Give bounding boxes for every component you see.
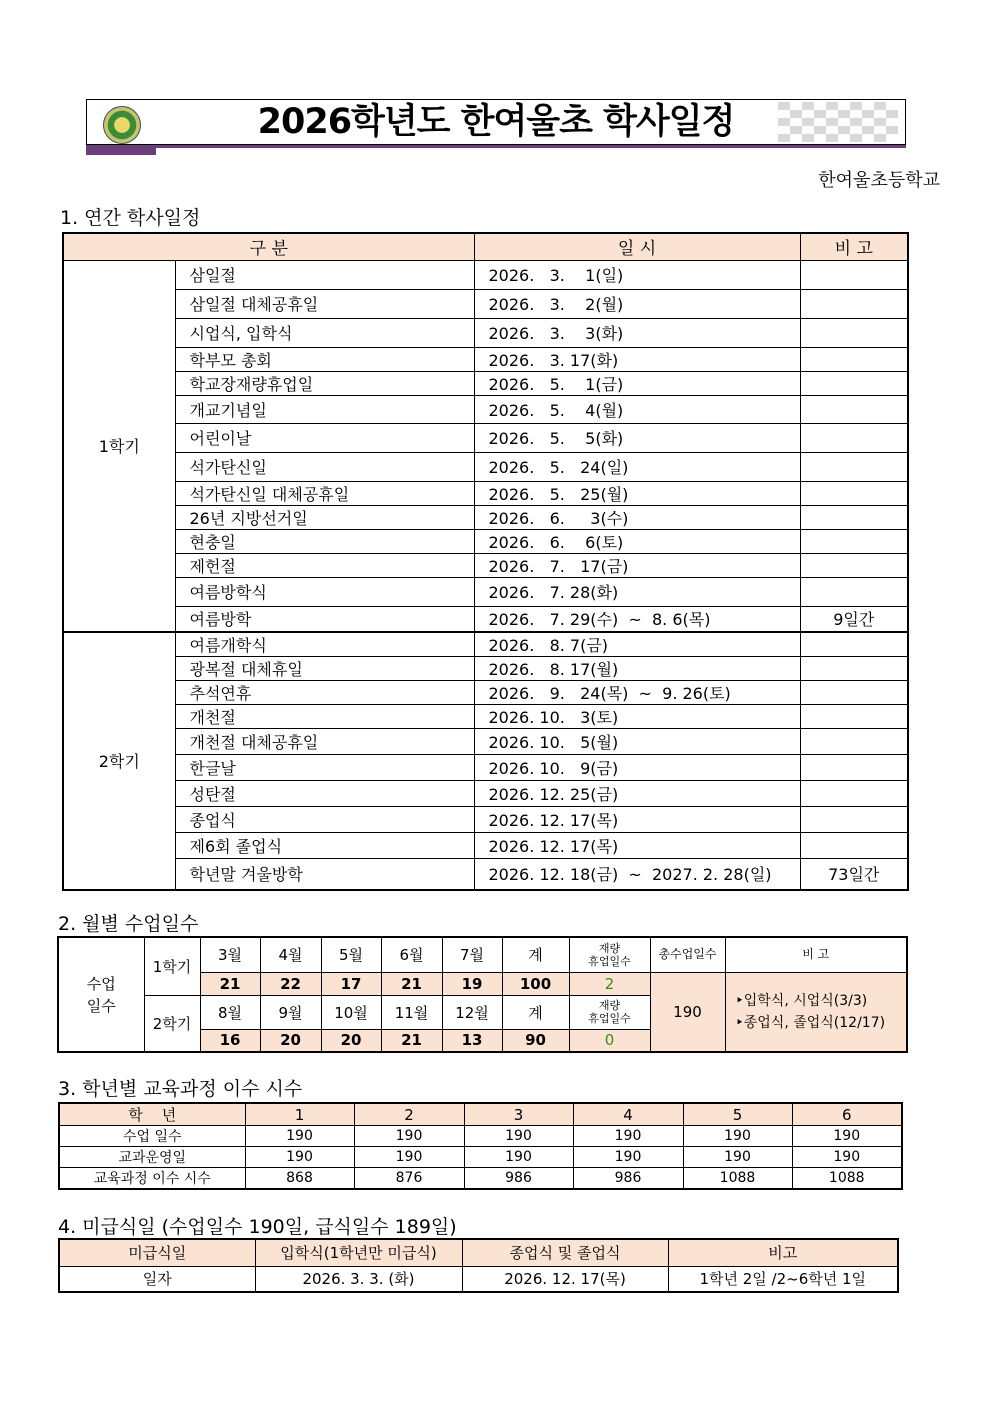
section4-title: 4. 미급식일 (수업일수 190일, 급식일수 189일)	[58, 1216, 457, 1238]
event-date: 2026. 12. 18(금) ~ 2027. 2. 28(일)	[474, 859, 800, 890]
event-name: 성탄절	[175, 781, 474, 807]
grade-value: 876	[354, 1168, 464, 1190]
event-date: 2026. 3. 1(일)	[474, 260, 800, 289]
event-name: 현충일	[175, 529, 474, 553]
header-note: 비고	[668, 1239, 898, 1266]
schedule-row	[63, 729, 908, 755]
schedule-row	[63, 347, 908, 371]
closing-date: 2026. 12. 17(목)	[462, 1266, 668, 1292]
event-date: 2026. 12. 17(목)	[474, 833, 800, 859]
header-closing: 종업식 및 졸업식	[462, 1239, 668, 1266]
event-date: 2026. 3. 2(월)	[474, 289, 800, 318]
event-note	[800, 755, 908, 781]
schedule-row	[63, 395, 908, 423]
event-date: 2026. 3. 3(화)	[474, 318, 800, 347]
grade-value: 190	[792, 1147, 902, 1168]
schedule-row	[63, 681, 908, 705]
curriculum-row	[59, 1168, 902, 1190]
event-date: 2026. 6. 3(수)	[474, 505, 800, 529]
header-grade-col: 6	[792, 1103, 902, 1126]
sem2-month: 9월	[260, 995, 321, 1029]
sem1-month: 7월	[442, 937, 502, 972]
page-title: 2026학년도 한여울초 학사일정	[257, 102, 735, 142]
schedule-row	[63, 781, 908, 807]
sem2-value: 13	[442, 1029, 502, 1052]
event-name: 학교장재량휴업일	[175, 371, 474, 395]
schedule-row	[63, 577, 908, 606]
header-note: 비 고	[800, 233, 908, 260]
event-note	[800, 481, 908, 505]
event-name: 개천절 대체공휴일	[175, 729, 474, 755]
event-note	[800, 632, 908, 657]
event-date: 2026. 5. 5(화)	[474, 423, 800, 452]
semester-label: 2학기	[63, 632, 175, 890]
schedule-row	[63, 371, 908, 395]
sem2-total-value: 90	[502, 1029, 569, 1052]
header-grade-col: 4	[573, 1103, 683, 1126]
sem2-month: 8월	[200, 995, 260, 1029]
sem1-month: 5월	[321, 937, 381, 972]
event-date: 2026. 7. 29(수) ~ 8. 6(목)	[474, 606, 800, 632]
notes-cell	[725, 972, 907, 1052]
grade-value: 190	[573, 1147, 683, 1168]
event-name: 한글날	[175, 755, 474, 781]
schedule-row	[63, 481, 908, 505]
grade-value: 190	[245, 1147, 354, 1168]
monthly-days-table	[57, 936, 908, 1053]
event-name: 제헌절	[175, 553, 474, 577]
header-datetime: 일 시	[474, 233, 800, 260]
event-note	[800, 577, 908, 606]
event-date: 2026. 7. 17(금)	[474, 553, 800, 577]
header-entrance: 입학식(1학년만 미급식)	[255, 1239, 462, 1266]
event-date: 2026. 5. 24(일)	[474, 452, 800, 481]
sem1-discretionary-label: 재량 휴업일수	[569, 937, 650, 972]
event-note	[800, 371, 908, 395]
sem1-label: 1학기	[144, 937, 200, 995]
grade-value: 190	[573, 1126, 683, 1147]
sem2-month: 10월	[321, 995, 381, 1029]
event-name: 어린이날	[175, 423, 474, 452]
header-category: 구 분	[63, 233, 474, 260]
event-note	[800, 833, 908, 859]
event-name: 개천절	[175, 705, 474, 729]
grade-value: 1088	[792, 1168, 902, 1190]
event-date: 2026. 12. 17(목)	[474, 807, 800, 833]
annual-schedule-table	[62, 232, 909, 891]
schedule-row	[63, 318, 908, 347]
schedule-row	[63, 755, 908, 781]
event-date: 2026. 12. 25(금)	[474, 781, 800, 807]
schedule-row	[63, 553, 908, 577]
event-name: 학년말 겨울방학	[175, 859, 474, 890]
total-days-value: 190	[650, 972, 725, 1052]
title-underline	[156, 145, 906, 148]
event-name: 광복절 대체휴일	[175, 657, 474, 681]
sem2-label: 2학기	[144, 995, 200, 1052]
event-note	[800, 318, 908, 347]
event-date: 2026. 10. 5(월)	[474, 729, 800, 755]
header-grade-col: 3	[464, 1103, 573, 1126]
event-name: 여름개학식	[175, 632, 474, 657]
event-name: 제6회 졸업식	[175, 833, 474, 859]
event-name: 시업식, 입학식	[175, 318, 474, 347]
event-note	[800, 529, 908, 553]
sem1-value: 19	[442, 972, 502, 995]
curriculum-row	[59, 1126, 902, 1147]
sem1-value: 22	[260, 972, 321, 995]
note-label: 비 고	[725, 937, 907, 972]
event-note	[800, 705, 908, 729]
grade-value: 190	[464, 1126, 573, 1147]
event-date: 2026. 10. 3(토)	[474, 705, 800, 729]
event-note: 9일간	[800, 606, 908, 632]
grade-value: 986	[464, 1168, 573, 1190]
header-grade: 학 년	[59, 1103, 245, 1126]
event-date: 2026. 6. 6(토)	[474, 529, 800, 553]
section1-title: 1. 연간 학사일정	[60, 207, 201, 229]
school-name: 한여울초등학교	[818, 170, 940, 191]
event-name: 여름방학	[175, 606, 474, 632]
curriculum-hours-table	[58, 1102, 903, 1190]
event-date: 2026. 9. 24(목) ~ 9. 26(토)	[474, 681, 800, 705]
curriculum-row	[59, 1147, 902, 1168]
schedule-row	[63, 705, 908, 729]
row-label-date: 일자	[59, 1266, 255, 1292]
schedule-row	[63, 807, 908, 833]
event-date: 2026. 7. 28(화)	[474, 577, 800, 606]
event-date: 2026. 10. 9(금)	[474, 755, 800, 781]
sem1-month: 3월	[200, 937, 260, 972]
event-note	[800, 423, 908, 452]
schedule-row	[63, 260, 908, 289]
event-note	[800, 729, 908, 755]
semester-label: 1학기	[63, 260, 175, 632]
event-name: 석가탄신일	[175, 452, 474, 481]
grade-value: 190	[683, 1126, 792, 1147]
schedule-row	[63, 423, 908, 452]
event-name: 여름방학식	[175, 577, 474, 606]
grade-value: 190	[792, 1126, 902, 1147]
event-name: 종업식	[175, 807, 474, 833]
header-grade-col: 5	[683, 1103, 792, 1126]
header-no-lunch: 미급식일	[59, 1239, 255, 1266]
grade-value: 986	[573, 1168, 683, 1190]
sem2-discretionary-value: 0	[569, 1029, 650, 1052]
grade-value: 190	[354, 1126, 464, 1147]
event-note	[800, 781, 908, 807]
sem2-value: 20	[321, 1029, 381, 1052]
row-label: 수업 일수	[59, 1126, 245, 1147]
event-date: 2026. 5. 1(금)	[474, 371, 800, 395]
sem2-total-label: 계	[502, 995, 569, 1029]
event-date: 2026. 3. 17(화)	[474, 347, 800, 371]
total-days-label: 총수업일수	[650, 937, 725, 972]
event-name: 학부모 총회	[175, 347, 474, 371]
event-note	[800, 289, 908, 318]
grade-value: 190	[464, 1147, 573, 1168]
grade-value: 190	[245, 1126, 354, 1147]
row-label: 교과운영일	[59, 1147, 245, 1168]
sem2-value: 21	[381, 1029, 442, 1052]
schedule-row	[63, 606, 908, 632]
schedule-row	[63, 859, 908, 890]
grade-value: 190	[354, 1147, 464, 1168]
note-item: ‣종업식, 졸업식(12/17)	[735, 1014, 886, 1031]
sem2-value: 16	[200, 1029, 260, 1052]
event-name: 개교기념일	[175, 395, 474, 423]
event-note	[800, 681, 908, 705]
sem1-total-value: 100	[502, 972, 569, 995]
schedule-row	[63, 529, 908, 553]
schedule-row	[63, 657, 908, 681]
sem1-value: 21	[381, 972, 442, 995]
entrance-date: 2026. 3. 3. (화)	[255, 1266, 462, 1292]
sem1-total-label: 계	[502, 937, 569, 972]
event-note	[800, 452, 908, 481]
sem2-discretionary-label: 재량 휴업일수	[569, 995, 650, 1029]
title-accent-bar	[86, 145, 156, 155]
section3-title: 3. 학년별 교육과정 이수 시수	[58, 1078, 303, 1100]
event-note	[800, 505, 908, 529]
schedule-row	[63, 289, 908, 318]
grade-value: 868	[245, 1168, 354, 1190]
row-label-class-days: 수업 일수	[58, 937, 144, 1052]
grade-value: 190	[683, 1147, 792, 1168]
event-note	[800, 347, 908, 371]
no-lunch-note: 1학년 2일 /2~6학년 1일	[668, 1266, 898, 1292]
note-item: ‣입학식, 시업식(3/3)	[735, 992, 868, 1009]
schedule-row	[63, 505, 908, 529]
sem1-value: 21	[200, 972, 260, 995]
header-grade-col: 2	[354, 1103, 464, 1126]
sem1-value: 17	[321, 972, 381, 995]
event-note	[800, 260, 908, 289]
checker-pattern-decoration	[778, 102, 902, 142]
event-date: 2026. 8. 7(금)	[474, 632, 800, 657]
sem1-month: 6월	[381, 937, 442, 972]
event-name: 석가탄신일 대체공휴일	[175, 481, 474, 505]
event-name: 26년 지방선거일	[175, 505, 474, 529]
event-note	[800, 657, 908, 681]
schedule-row	[63, 632, 908, 657]
event-name: 삼일절	[175, 260, 474, 289]
sem2-value: 20	[260, 1029, 321, 1052]
event-date: 2026. 5. 25(월)	[474, 481, 800, 505]
event-date: 2026. 8. 17(월)	[474, 657, 800, 681]
event-note: 73일간	[800, 859, 908, 890]
sem1-discretionary-value: 2	[569, 972, 650, 995]
no-lunch-days-table	[58, 1238, 899, 1293]
event-note	[800, 395, 908, 423]
event-date: 2026. 5. 4(월)	[474, 395, 800, 423]
header-grade-col: 1	[245, 1103, 354, 1126]
sem1-month: 4월	[260, 937, 321, 972]
schedule-row	[63, 452, 908, 481]
event-note	[800, 807, 908, 833]
row-label: 교육과정 이수 시수	[59, 1168, 245, 1190]
sem2-month: 12월	[442, 995, 502, 1029]
event-name: 추석연휴	[175, 681, 474, 705]
event-name: 삼일절 대체공휴일	[175, 289, 474, 318]
schedule-row	[63, 833, 908, 859]
section2-title: 2. 월별 수업일수	[58, 913, 199, 935]
event-note	[800, 553, 908, 577]
sem2-month: 11월	[381, 995, 442, 1029]
grade-value: 1088	[683, 1168, 792, 1190]
